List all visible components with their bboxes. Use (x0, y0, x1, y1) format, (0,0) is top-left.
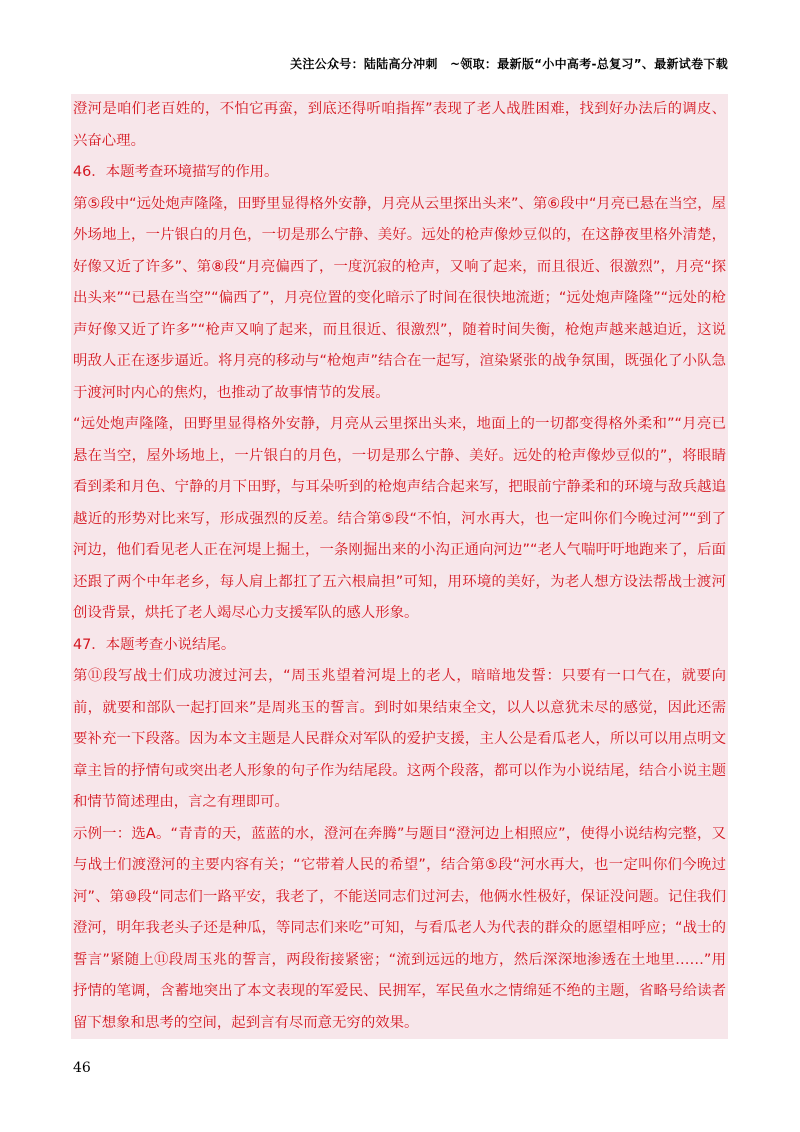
page-header: 关注公众号：陆陆高分冲刺 ~领取：最新版“小中高考-总复习”、最新试卷下载 (290, 57, 728, 71)
paragraph-46-analysis: 第⑤段中“远处炮声隆隆，田野里显得格外安静，月亮从云里探出头来”、第⑥段中“月亮已悬在当空，屋外场地上，一片银白的月色，一切是那么宁静、美好。远处的枪声像炒豆似的，在这静夜里格外清楚，好像又近了许多”、第⑧段“月亮偏西了，一度沉寂的枪声，又响了起来，而且很近、很激烈”，月亮“探出头来”“已悬在当空”“偏西了”，月亮位置的变化暗示了时间在很快地流逝；“远处炮声隆隆”“远处的枪声好像又近了许多”“枪声又响了起来，而且很近、很激烈”，随着时间失衡，枪炮声越来越迫近，这说明敌人正在逐步逼近。将月亮的移动与“枪炮声”结合在一起写，渲染紧张的战争氛围，既强化了小队急于渡河时内心的焦灼，也推动了故事情节的发展。 (71, 189, 728, 410)
paragraph-continuation: 澄河是咱们老百姓的，不怕它再蛮，到底还得听咱指挥”表现了老人战胜困难，找到好办法后的调皮、兴奋心理。 (71, 94, 728, 157)
question-46-heading: 46．本题考查环境描写的作用。 (71, 157, 728, 189)
answer-content (71, 94, 728, 1039)
paragraph-47-example: 示例一：选A。“青青的天，蓝蓝的水，澄河在奔腾”与题目“澄河边上相照应”，使得小说结构完整，又与战士们渡澄河的主要内容有关；“它带着人民的希望”，结合第⑤段“河水再大，也一定叫你们今晚过河”、第⑩段“同志们一路平安，我老了，不能送同志们过河去，他俩水性极好，保证没问题。记住我们澄河，明年我老头子还是种瓜，等同志们来吃”可知，与看瓜老人为代表的群众的愿望相呼应；“战士的誓言”紧随上⑪段周玉兆的誓言，两段衔接紧密；“流到远远的地方，然后深深地渗透在土地里……”用抒情的笔调，含蓄地突出了本文表现的军爱民、民拥军，军民鱼水之情绵延不绝的主题，省略号给读者留下想象和思考的空间，起到言有尽而意无穷的效果。 (71, 819, 728, 1040)
paragraph-47-analysis: 第⑪段写战士们成功渡过河去，“周玉兆望着河堤上的老人，暗暗地发誓：只要有一口气在，就要向前，就要和部队一起打回来”是周兆玉的誓言。到时如果结束全文，以人以意犹未尽的感觉，因此还需要补充一下段落。因为本文主题是人民群众对军队的爱护支援，主人公是看瓜老人，所以可以用点明文章主旨的抒情句或突出老人形象的句子作为结尾段。这两个段落，都可以作为小说结尾，结合小说主题和情节简述理由，言之有理即可。 (71, 661, 728, 819)
paragraph-46-contrast: “远处炮声隆隆，田野里显得格外安静，月亮从云里探出头来，地面上的一切都变得格外柔和”“月亮已悬在当空，屋外场地上，一片银白的月色，一切是那么宁静、美好。远处的枪声像炒豆似的”，将眼睛看到柔和月色、宁静的月下田野，与耳朵听到的枪炮声结合起来写，把眼前宁静柔和的环境与敌兵越追越近的形势对比来写，形成强烈的反差。结合第⑤段“不怕，河水再大，也一定叫你们今晚过河”“到了河边，他们看见老人正在河堤上掘土，一条刚掘出来的小沟正通向河边”“老人气喘吁吁地跑来了，后面还跟了两个中年老乡，每人肩上都扛了五六根扁担”可知，用环境的美好，为老人想方设法帮战士渡河创设背景，烘托了老人竭尽心力支援军队的感人形象。 (71, 409, 728, 630)
page-number: 46 (73, 1060, 91, 1076)
question-47-heading: 47．本题考查小说结尾。 (71, 630, 728, 662)
